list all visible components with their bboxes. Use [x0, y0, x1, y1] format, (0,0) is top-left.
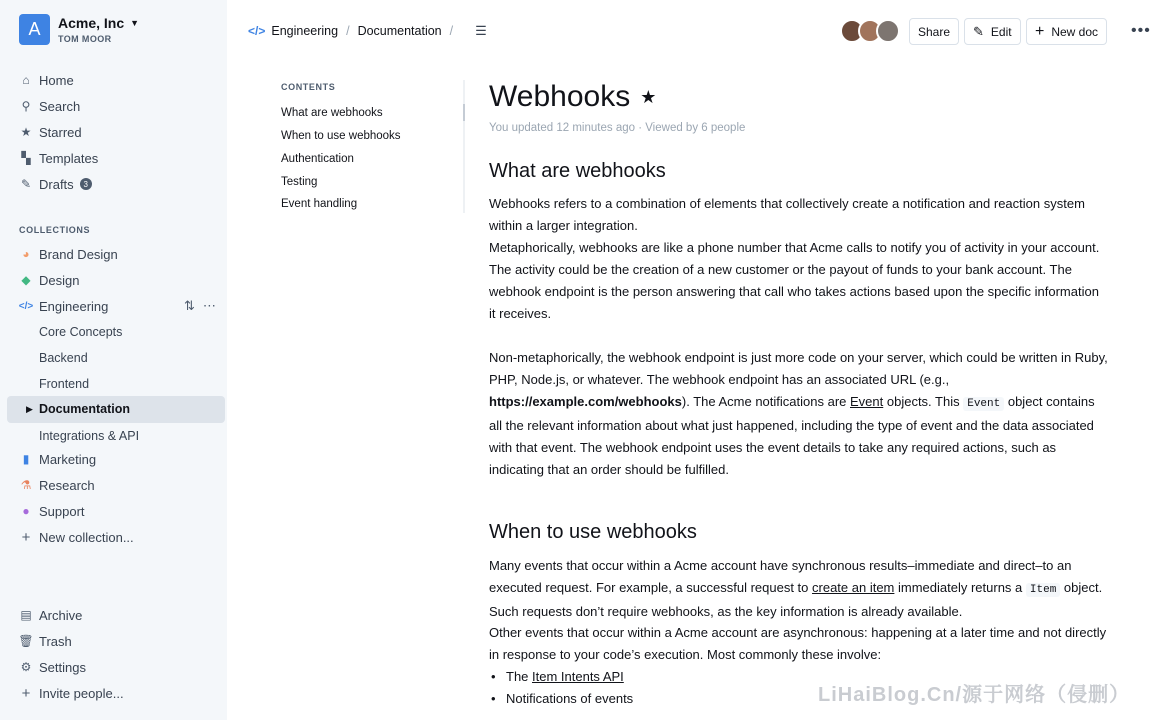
edit-button[interactable]: ✎ Edit: [964, 18, 1021, 45]
pencil-icon: ✎: [973, 23, 984, 39]
list-item: • Notifications of events: [506, 688, 633, 710]
more-icon[interactable]: ⋯: [202, 298, 216, 313]
sidebar-item-settings[interactable]: ⚙ Settings: [20, 659, 86, 675]
breadcrumb-parent[interactable]: Documentation: [357, 24, 442, 38]
beaker-icon: ⚗: [20, 478, 32, 492]
item-intents-link[interactable]: Item Intents API: [532, 669, 624, 684]
toc-item[interactable]: Testing: [281, 176, 318, 188]
lightbulb-icon: ●: [22, 504, 30, 518]
inline-code: Event: [963, 397, 1004, 411]
contents-heading: CONTENTS: [281, 82, 336, 92]
star-icon: ★: [20, 125, 32, 139]
more-options-icon[interactable]: •••: [1131, 22, 1151, 39]
sidebar-item-marketing[interactable]: ▮ Marketing: [19, 448, 96, 470]
paragraph: Many events that occur within a Acme account have synchronous results–immediate and direct–to an executed request. For example, a successful request to create an item immediately returns a Item object. Such requests don’t require webhooks, as the key information is already available.: [489, 558, 1103, 619]
sidebar-item-search[interactable]: ⚲ Search: [19, 95, 80, 117]
watermark: LiHaiBlog.Cn/源于网络（侵删）: [818, 684, 1131, 706]
disclosure-triangle-icon[interactable]: ▶: [26, 404, 33, 414]
gear-icon: ⚙: [20, 660, 32, 674]
share-button[interactable]: Share: [909, 18, 959, 45]
book-icon: ▮: [22, 452, 30, 466]
sidebar-item-research[interactable]: ⚗ Research: [20, 477, 95, 493]
toc-item[interactable]: Authentication: [281, 153, 354, 165]
sidebar-item-drafts[interactable]: ✎ Drafts 3: [19, 173, 92, 195]
heading-what-are-webhooks: What are webhooks: [489, 160, 666, 182]
trash-icon: 🗑: [18, 634, 34, 648]
sidebar: [0, 0, 227, 720]
invite-people-button[interactable]: + Invite people...: [19, 682, 124, 704]
sidebar-item-integrations[interactable]: Integrations & API: [39, 429, 140, 443]
list-item: • The Item Intents API: [506, 666, 633, 688]
url-text: https://example.com/webhooks: [489, 394, 682, 409]
toc-scroll-indicator: [463, 80, 465, 213]
sidebar-item-brand-design[interactable]: ◕ Brand Design: [19, 243, 118, 265]
new-collection-button[interactable]: + New collection...: [19, 526, 134, 548]
sidebar-item-design[interactable]: ◆ Design: [19, 269, 79, 291]
avatar[interactable]: [876, 19, 900, 43]
table-of-contents-icon[interactable]: ☰: [475, 23, 487, 38]
document-header: [489, 78, 1109, 134]
search-icon: ⚲: [21, 99, 31, 113]
toc-item[interactable]: Event handling: [281, 198, 358, 210]
breadcrumb-separator: /: [346, 24, 350, 38]
document-title[interactable]: Webhooks: [489, 80, 631, 113]
heading-when-to-use-webhooks: When to use webhooks: [489, 521, 697, 543]
team-switcher[interactable]: [19, 14, 139, 45]
sidebar-item-support[interactable]: ● Support: [19, 500, 85, 522]
collaborators[interactable]: [840, 19, 900, 43]
sidebar-item-frontend[interactable]: Frontend: [39, 377, 90, 391]
home-icon: ⌂: [22, 73, 30, 87]
leaf-icon: ◆: [21, 273, 31, 287]
inline-code: Item: [1026, 583, 1060, 597]
team-logo: A: [19, 14, 50, 45]
document-meta: You updated 12 minutes ago · Viewed by 6 people: [489, 122, 746, 134]
archive-icon: ▤: [20, 608, 32, 622]
sidebar-item-documentation[interactable]: ▶ Documentation: [7, 396, 225, 423]
sidebar-item-trash[interactable]: 🗑 Trash: [18, 633, 72, 649]
code-icon: </>: [18, 300, 34, 312]
sidebar-item-archive[interactable]: ▤ Archive: [20, 607, 83, 623]
sidebar-item-core-concepts[interactable]: Core Concepts: [39, 325, 123, 339]
sidebar-item-starred[interactable]: ★ Starred: [20, 124, 82, 140]
star-icon[interactable]: ★: [640, 86, 657, 107]
breadcrumb-collection[interactable]: Engineering: [271, 24, 339, 38]
sidebar-item-backend[interactable]: Backend: [39, 351, 88, 365]
shapes-icon: ▚: [21, 151, 31, 165]
sidebar-item-engineering[interactable]: </> Engineering: [18, 298, 109, 314]
team-name: Acme, Inc: [58, 15, 125, 31]
pencil-icon: ✎: [20, 177, 32, 191]
sidebar-item-home[interactable]: ⌂ Home: [19, 69, 74, 91]
paragraph: Non-metaphorically, the webhook endpoint is just more code on your server, which could be written in Ruby, PHP, Node.js, or whatever. The webhook endpoint has an associated URL (e.g., https://example.com/webhooks). The Acme notifications are Event objects. This Event object contains all the relevant information about what just happened, including the type of event and the data associated with that event. The webhook endpoint uses the event details to take any required actions, such as indicating that an order should be fulfilled.: [489, 350, 1108, 477]
collections-heading: COLLECTIONS: [19, 225, 91, 235]
drafts-count-badge: 3: [80, 178, 92, 190]
create-item-link[interactable]: create an item: [812, 580, 895, 595]
toc-item[interactable]: When to use webhooks: [281, 130, 401, 142]
plus-icon: +: [1035, 22, 1045, 40]
user-name: TOM MOOR: [58, 34, 112, 44]
caret-down-icon: ▼: [130, 18, 140, 28]
toc-item[interactable]: What are webhooks: [281, 107, 383, 119]
breadcrumb: [248, 22, 487, 40]
plus-icon: +: [21, 528, 31, 546]
plus-icon: +: [21, 684, 31, 702]
event-link[interactable]: Event: [850, 394, 884, 409]
palette-icon: ◕: [22, 247, 30, 261]
breadcrumb-separator: /: [449, 24, 454, 38]
sort-icon[interactable]: ⇅: [184, 298, 195, 313]
code-icon: </>: [248, 24, 266, 38]
new-doc-button[interactable]: + New doc: [1026, 18, 1107, 45]
paragraph: Webhooks refers to a combination of elements that collectively create a notification and reaction system within a larger integration. Metaphorically, webhooks are like a phone number that Acme calls to notify you of activity in your account. The activity could be the creation of a new customer or the payout of funds to your bank account. The webhook endpoint is the person answering that call who takes actions based upon the specific information it receives.: [489, 196, 1100, 321]
sidebar-item-templates[interactable]: ▚ Templates: [19, 147, 98, 169]
bullet-list: [506, 666, 633, 710]
paragraph: Other events that occur within a Acme account are asynchronous: happening at a later time and not directly in response to your code’s execution. Most commonly these involve:: [489, 625, 1107, 662]
